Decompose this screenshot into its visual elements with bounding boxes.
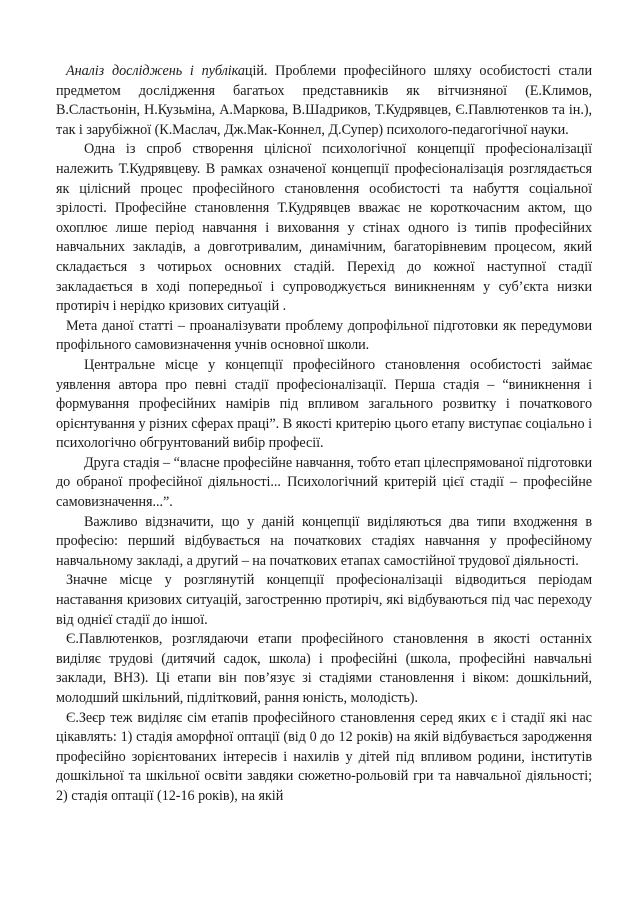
paragraph-zeer-stages: Є.Зеєр теж виділяє сім етапів професійного становлення серед яких є і стадії які нас цікавлять: 1) стадія аморфної оптації (від 0 до 12 років) на якій відбувається зародження професійно зорієнтованих інтересів і нахилів у дітей під впливом родини, інститутів дошкільної та шкільної освіти завдяки сюжетно-рольовій гри та навчальної діяльності; 2) стадія оптації (12-16 років), на якій xyxy=(56,709,592,804)
paragraph-first-stage: Центральне місце у концепції професійного становлення особистості займає уявлення автора про певні стадії професіоналізації. Перша стадія – “виникнення і формування професійних намірів під впливом загального розвитку і початкового орієнтування у різних сферах праці”. В якості критерію цього етапу виступає соціально і психологічно обгрунтований вибір професії. xyxy=(56,356,592,452)
paragraph-crisis-periods: Значне місце у розглянутій концепції професіоналізаціі відводиться періодам наставання кризових ситуацій, загостренню протиріч, які відбуваються під час переходу від однієї стадії до іншої. xyxy=(56,572,592,628)
section-heading-italic: Аналіз досліджень і публіка xyxy=(66,63,245,79)
document-page xyxy=(56,62,592,807)
paragraph-text: цій. Проблеми професійного шляху особистості стали предметом дослідження багатьох представників як вітчизняної (Е.Климов, В.Сластьонін, Н.Кузьміна, А.Маркова, В.Шадриков, Т.Кудрявцев, Є.Павлютенков та ін.), так і зарубіжної (К.Маслач, Дж.Мак-Коннел, Д.Супер) психолого-педагогічної науки. xyxy=(56,63,592,138)
paragraph-research-analysis xyxy=(56,62,592,140)
paragraph-article-goal: Мета даної статті – проаналізувати проблему допрофільної підготовки як передумови профільного самовизначення учнів основної школи. xyxy=(56,317,592,354)
paragraph-entry-types: Важливо відзначити, що у даній концепції виділяються два типи входження в професію: перший відбувається на початкових стадіях навчання у професійному навчальному закладі, а другий – на початкових етапах самостійної трудової діяльності. xyxy=(56,513,592,569)
paragraph-kudryavtsev-concept: Одна із спроб створення цілісної психологічної концепції професіоналізації належить Т.Кудрявцеву. В рамках означеної концепції професіоналізація розглядається як цілісний процес професійного становлення особистості та набуття соціальної зрілості. Професійне становлення Т.Кудрявцев вважає не короткочасним актом, що охоплює лише період навчання і виховання у стінах одного із типів професійних навчальних закладів, а довготривалим, динамічним, багаторівневим процесом, який складається з чотирьох основних стадій. Перехід до кожної наступної стадії закладається в ході попередньої і супроводжується виникненням у суб’єкта низки протиріч і нерідко кризових ситуацій . xyxy=(56,141,592,315)
paragraph-pavlyutenkov: Є.Павлютенков, розглядаючи етапи професійного становлення в якості останніх виділяє трудові (дитячий садок, школа) і професійні (школа, професійні навчальні заклади, ВНЗ). Ці етапи він пов’язує зі стадіями становлення і віком: дошкільний, молодший шкільний, підлітковий, рання юність, молодість). xyxy=(56,631,592,706)
paragraph-second-stage: Друга стадія – “власне професійне навчання, тобто етап цілеспрямованої підготовки до обраної професійної діяльності... Психологічний критерій цієї стадії – професійне самовизначення...”. xyxy=(56,454,592,511)
